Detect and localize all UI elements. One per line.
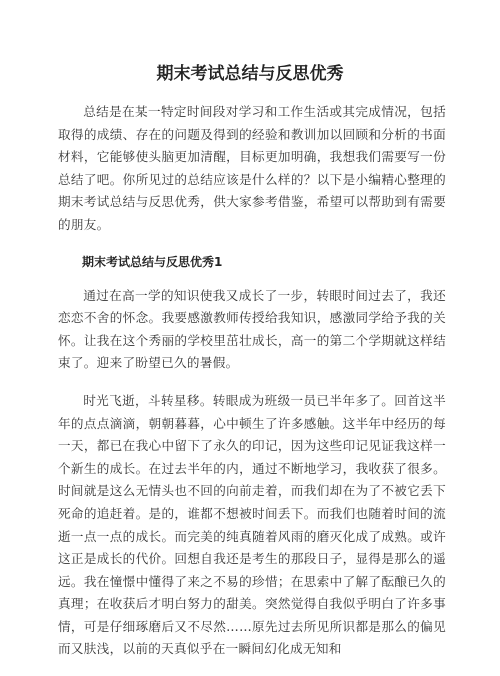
body-paragraph-2: 时光飞逝，斗转星移。转眼成为班级一员已半年多了。回首这半年的点点滴滴，朝朝暮暮，心中顿生了许多感触。这半年中经历的每一天，都已在我心中留下了永久的印记，因为这些印记见证我这样一个新生的成长。在过去半年的内，通过不断地学习，我收获了很多。时间就是这么无情头也不回的向前走着，而我们却在为了不被它丢下死命的追赶着。是的，谁都不想被时间丢下。而我们也随着时间的流逝一点一点的成长。而完美的纯真随着风雨的磨灭化成了成熟。或许这正是成长的代价。回想自我还是考生的那段日子，显得是那么的遥远。我在憧憬中懂得了来之不易的珍惜；在思索中了解了酝酿已久的真理；在收获后才明白努力的甜美。突然觉得自我似乎明白了许多事情，可是仔细琢磨后又不尽然……原先过去所见所识都是那么的偏见而又肤浅，以前的天真似乎在一瞬间幻化成无知和: [58, 392, 446, 657]
intro-paragraph: 总结是在某一特定时间段对学习和工作生活或其完成情况，包括取得的成绩、存在的问题及得到的经验和教训加以回顾和分析的书面材料，它能够使头脑更加清醒，目标更加明确，我想我们需要写一份总结了吧。你所见过的总结应该是什么样的？以下是小编精心整理的期末考试总结与反思优秀，供大家参考借鉴，希望可以帮助到有需要的朋友。: [58, 104, 446, 232]
body-paragraph-1: 通过在高一学的知识使我又成长了一步，转眼时间过去了，我还恋恋不舍的怀念。我要感激教师传授给我知识，感激同学给予我的关怀。让我在这个秀丽的学校里茁壮成长，高一的第二个学期就这样结束了。迎来了盼望已久的暑假。: [58, 287, 446, 371]
document-body: [58, 101, 446, 676]
page-title: 期末考试总结与反思优秀: [156, 64, 344, 84]
section-heading: 期末考试总结与反思优秀1: [82, 254, 223, 269]
